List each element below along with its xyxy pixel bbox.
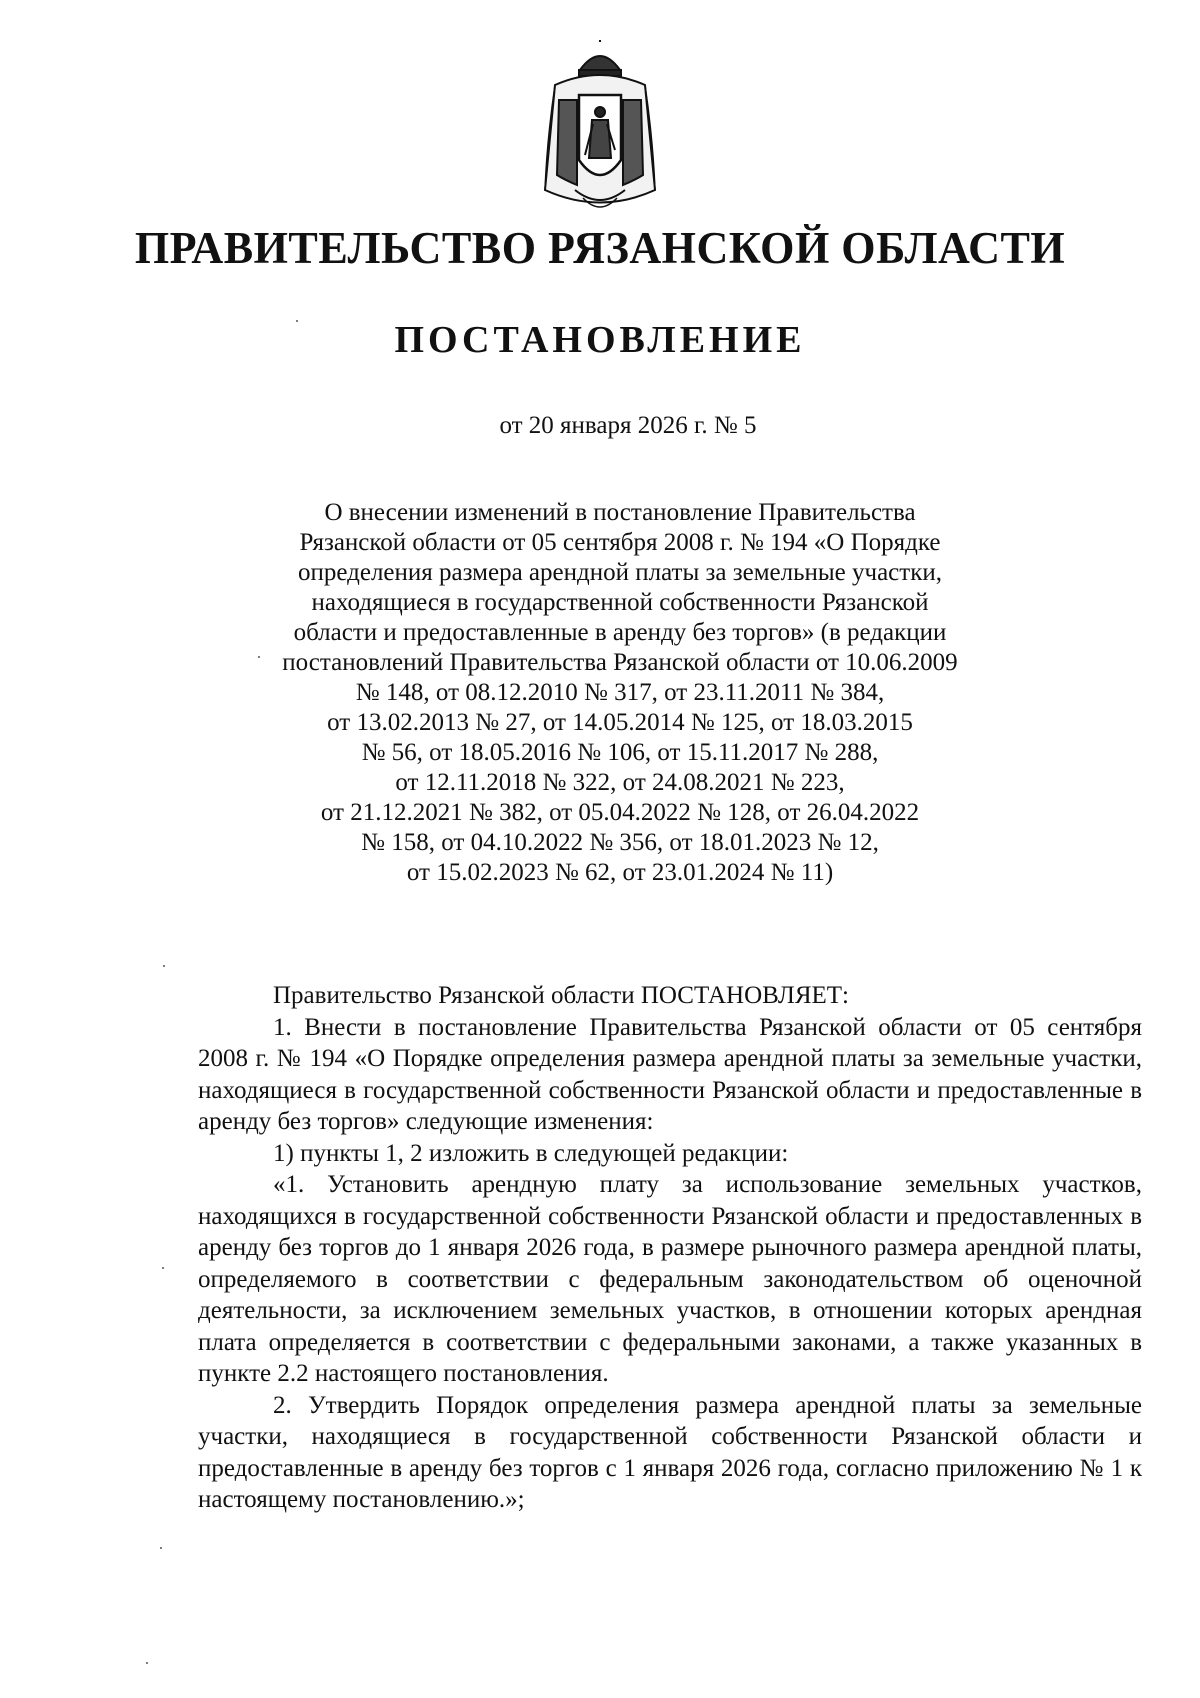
body-paragraph: 1. Внести в постановление Правительства Рязанской области от 05 сентября 2008 г. № 194 «О Порядке определения размера арендной платы за земельные участки, находящиеся в государственной собственности Рязанской области и предоставленные в аренду без торгов» следующие изменения: <box>198 1013 1142 1135</box>
subject-line: от 21.12.2021 № 382, от 05.04.2022 № 128, от 26.04.2022 <box>320 799 920 826</box>
subject-line: О внесении изменений в постановление Правительства <box>324 499 916 526</box>
subject-line: находящиеся в государственной собственности Рязанской <box>311 589 929 616</box>
subject-line: области и предоставленные в аренду без торгов» (в редакции <box>293 619 947 646</box>
subject-line: Рязанской области от 05 сентября 2008 г. № 194 «О Порядке <box>299 529 941 556</box>
body-paragraph: «1. Установить арендную плату за использование земельных участков, находящихся в государственной собственности Рязанской области и предоставленных в аренду без торгов до 1 января 2026 года, в размере рыночного размера арендной платы, определяемого в соответствии с федеральным законодательством об оценочной деятельности, за исключением земельных участков, в отношении которых арендная плата определяется в соответствии с федеральными законами, а также указанных в пункте 2.2 настоящего постановления. <box>198 1171 1142 1387</box>
subject-line: от 12.11.2018 № 322, от 24.08.2021 № 223, <box>395 769 845 796</box>
scan-speck <box>163 965 165 967</box>
body-paragraph: Правительство Рязанской области ПОСТАНОВЛЯЕТ: <box>273 982 849 1009</box>
subject-line: от 15.02.2023 № 62, от 23.01.2024 № 11) <box>406 859 834 886</box>
organization-title: ПРАВИТЕЛЬСТВО РЯЗАНСКОЙ ОБЛАСТИ <box>134 223 1066 273</box>
subject-line: № 148, от 08.12.2010 № 317, от 23.11.2011 № 384, <box>355 679 885 706</box>
document-body <box>198 980 1142 1516</box>
document-date: от 20 января 2026 г. № 5 <box>499 412 757 439</box>
subject-line: от 13.02.2013 № 27, от 14.05.2014 № 125, от 18.03.2015 <box>327 709 913 736</box>
subject-line: № 158, от 04.10.2022 № 356, от 18.01.2023 № 12, <box>361 829 879 856</box>
subject-line: № 56, от 18.05.2016 № 106, от 15.11.2017 № 288, <box>361 739 879 766</box>
ryazan-coat-of-arms-icon <box>535 40 665 220</box>
body-paragraph: 2. Утвердить Порядок определения размера арендной платы за земельные участки, находящиеся в государственной собственности Рязанской области и предоставленные в аренду без торгов с 1 января 2026 года, согласно приложению № 1 к настоящему постановлению.»; <box>198 1391 1142 1513</box>
scan-speck <box>160 1547 162 1549</box>
subject-line: постановлений Правительства Рязанской области от 10.06.2009 <box>282 649 958 676</box>
scan-speck <box>258 656 260 658</box>
document-type: ПОСТАНОВЛЕНИЕ <box>394 319 806 361</box>
subject-line: определения размера арендной платы за земельные участки, <box>298 559 942 586</box>
document-subject <box>250 498 990 888</box>
scan-speck <box>296 320 298 322</box>
scan-speck <box>162 1267 164 1269</box>
body-paragraph: 1) пункты 1, 2 изложить в следующей редакции: <box>273 1139 789 1167</box>
scan-speck <box>146 1662 148 1664</box>
